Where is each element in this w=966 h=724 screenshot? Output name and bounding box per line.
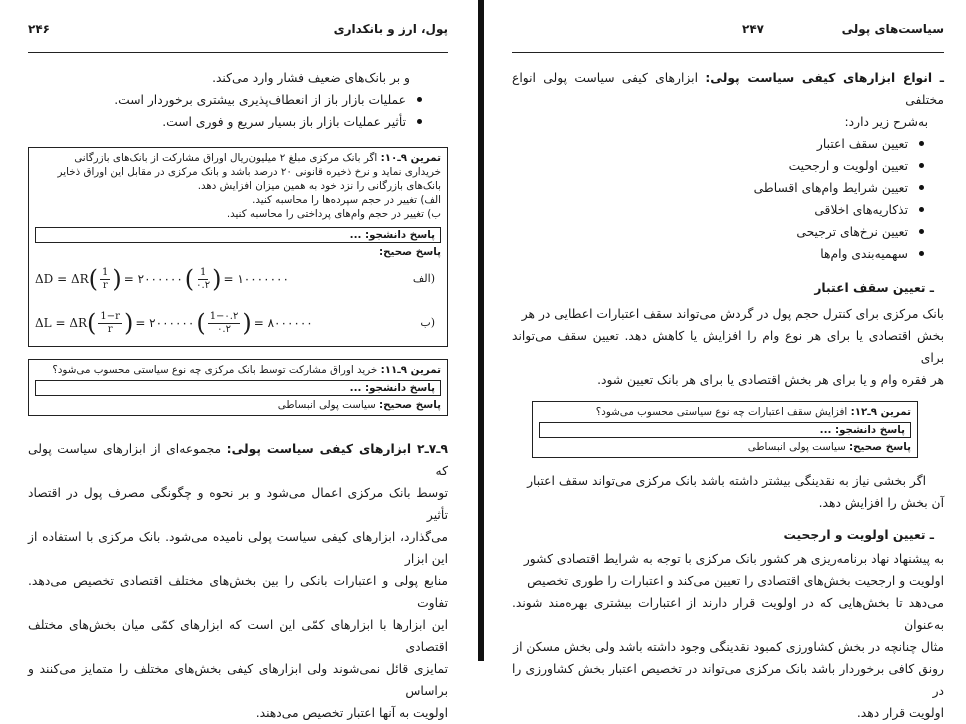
section-9-7-2-line: اولویت به آنها اعتبار تخصیص می‌دهند. <box>255 706 448 720</box>
formula-b-mid: = ۲۰۰۰۰۰۰ <box>135 316 195 330</box>
formula-a-frac2: $\frac{1}{۰.۲}$ <box>196 266 211 291</box>
left-page <box>0 0 478 720</box>
formula-a: ΔD = ΔR ( $\frac{1}{r}$ ) = ۲۰۰۰۰۰۰ ( $\frac{1}{۰.۲}$ ) = ۱۰۰۰۰۰۰۰ (الف <box>35 259 441 299</box>
exercise-12-question: تمرین ۹ـ۱۲: افزایش سقف اعتبارات چه نوع سیاستی محسوب می‌شود؟ <box>595 406 911 418</box>
formula-b-lhs: ΔL = ΔR <box>35 316 88 330</box>
exercise-10-part-a: الف) تغییر در حجم سپرده‌ها را محاسبه کنید. <box>252 194 441 206</box>
right-page-number: ۲۴۷ <box>742 22 764 36</box>
exercise-12-box <box>532 401 918 458</box>
student-answer-field[interactable]: پاسخ دانشجو: ... <box>35 227 441 243</box>
after-exercise-line: آن بخش را افزایش دهد. <box>818 496 944 510</box>
right-page <box>484 0 966 720</box>
left-bullet-item: تأثیر عملیات بازار باز بسیار سریع و فوری است. <box>28 111 408 133</box>
types-intro-line: ـ انواع ابزارهای کیفی سیاست پولی: ابزارهای کیفی سیاست پولی انواع مختلفی <box>512 71 944 107</box>
section-9-7-2-line: می‌گذارد، ابزارهای کیفی سیاست پولی نامیده می‌شود. بانک مرکزی با استفاده از این ابزار <box>28 530 448 566</box>
formula-a-label: (الف <box>412 272 435 285</box>
after-exercise-line: اگر بخشی نیاز به نقدینگی بیشتر داشته باشد بانک مرکزی می‌تواند سقف اعتبار <box>527 474 926 488</box>
tool-item: تعیین سقف اعتبار <box>512 133 910 155</box>
left-intro-line: و بر بانک‌های ضعیف فشار وارد می‌کند. <box>212 71 410 85</box>
types-heading: ـ انواع ابزارهای کیفی سیاست پولی: <box>705 71 944 85</box>
exercise-10-box <box>28 147 448 347</box>
section-9-7-2-line: تمایزی قائل نمی‌شوند ولی ابزارهای کیفی بخش‌های مختلف را متمایز می‌کنند و براساس <box>28 662 448 698</box>
section-9-7-2-line: توسط بانک مرکزی اعمال می‌شود و بر نحوه و چگونگی مصرف پول در اقتصاد تأثیر <box>28 486 448 522</box>
priority-line: رونق کافی برخوردار باشد بانک مرکزی می‌تواند در تخصیص اعتبار بخش کشاورزی را در <box>512 662 944 698</box>
correct-answer-label: پاسخ صحیح: <box>379 246 441 258</box>
formula-a-result: = ۱۰۰۰۰۰۰۰ <box>223 272 289 286</box>
tool-item: تذکاریه‌های اخلاقی <box>512 199 910 221</box>
right-header-title: سیاست‌های پولی <box>841 22 944 36</box>
left-bullet-item: عملیات بازار باز از انعطاف‌پذیری بیشتری برخوردار است. <box>28 89 408 111</box>
credit-ceiling-line: هر فقره وام و یا برای هر بخش اقتصادی یا برای هر بانک تعیین شود. <box>597 373 944 387</box>
exercise-12-correct: پاسخ صحیح: سیاست پولی انبساطی <box>747 441 911 453</box>
formula-a-lhs: ΔD = ΔR <box>35 272 89 286</box>
credit-ceiling-line: بخش اقتصادی یا برای هر نوع وام را افزایش یا کاهش دهد. تعیین سقف می‌تواند برای <box>512 329 944 365</box>
left-header-title: پول، ارز و بانکداری <box>333 22 448 36</box>
formula-a-frac1: $\frac{1}{r}$ <box>102 266 109 291</box>
section-9-7-2-line: ۹ـ۷ـ۲ ابزارهای کیفی سیاست پولی: مجموعه‌ای از ابزارهای سیاست پولی که <box>28 442 448 478</box>
tool-item: سهمیه‌بندی وام‌ها <box>512 243 910 265</box>
formula-b: ΔL = ΔR ( $\frac{1-r}{r}$ ) = ۲۰۰۰۰۰۰ ( $\frac{1-۰.۲}{۰.۲}$ ) = ۸۰۰۰۰۰۰ (ب <box>35 303 441 343</box>
exercise-11-correct: پاسخ صحیح: سیاست پولی انبساطی <box>277 399 441 411</box>
exercise-11-title: تمرین ۹ـ۱۱: <box>380 364 441 376</box>
tool-item: تعیین اولویت و ارجحیت <box>512 155 910 177</box>
priority-line: مثال چنانچه در بخش کشاورزی کمبود نقدینگی وجود داشته باشد ولی بخش مسکن از <box>513 640 944 654</box>
credit-ceiling-heading: ـ تعیین سقف اعتبار <box>814 281 934 295</box>
types-intro-line-2: به‌شرح زیر دارد: <box>844 115 928 129</box>
exercise-10-line: تمرین ۹ـ۱۰: اگر بانک مرکزی مبلغ ۲ میلیون‌ریال اوراق مشارکت از بانک‌های بازرگانی <box>74 152 441 164</box>
section-9-7-2-line: این ابزارها با ابزارهای کمّی این است که ابزارهای کمّی میان بخش‌های مختلف اقتصادی <box>28 618 448 654</box>
qualitative-tools-list <box>512 133 944 265</box>
formula-b-result: = ۸۰۰۰۰۰۰ <box>253 316 313 330</box>
student-answer-field[interactable]: پاسخ دانشجو: ... <box>35 380 441 396</box>
left-page-number: ۲۴۶ <box>28 22 50 36</box>
exercise-11-box <box>28 359 448 416</box>
tool-item: تعیین شرایط وام‌های اقساطی <box>512 177 910 199</box>
exercise-10-title: تمرین ۹ـ۱۰: <box>380 152 441 164</box>
right-page-header <box>512 22 944 53</box>
priority-line: اولویت قرار دهد. <box>856 706 944 720</box>
left-bullet-list <box>28 89 448 133</box>
priority-line: اولویت و ارجحیت بخش‌های اقتصادی را تعیین می‌کند و اعتبارات را طوری تخصیص <box>527 574 944 588</box>
formula-b-label: (ب <box>420 316 435 329</box>
tool-item: تعیین نرخ‌های ترجیحی <box>512 221 910 243</box>
priority-line: به پیشنهاد نهاد برنامه‌ریزی هر کشور بانک مرکزی با توجه به شرایط اقتصادی کشور <box>523 552 944 566</box>
exercise-11-question: تمرین ۹ـ۱۱: خرید اوراق مشارکت توسط بانک مرکزی چه نوع سیاستی محسوب می‌شود؟ <box>52 364 441 376</box>
student-answer-field[interactable]: پاسخ دانشجو: ... <box>539 422 911 438</box>
exercise-10-line: خریداری نماید و نرخ ذخیره قانونی ۲۰ درصد باشد و بانک مرکزی در مقابل این اوراق ذخایر <box>57 166 441 178</box>
exercise-10-part-b: ب) تغییر در حجم وام‌های پرداختی را محاسبه کنید. <box>226 208 441 220</box>
priority-line: می‌دهد تا بخش‌هایی که در اولویت قرار دارند از اعتبارات بیشتری بهره‌مند شوند. به‌عنوان <box>512 596 944 632</box>
exercise-10-line: بانک‌های بازرگانی را نزد خود به همین میزان افزایش دهد. <box>197 180 441 192</box>
section-9-7-2-title: ۹ـ۷ـ۲ ابزارهای کیفی سیاست پولی: <box>226 442 448 456</box>
formula-b-frac2: $\frac{1-۰.۲}{۰.۲}$ <box>209 310 239 335</box>
formula-a-mid: = ۲۰۰۰۰۰۰ <box>123 272 183 286</box>
section-9-7-2-line: منابع پولی و اعتبارات بانکی را بین بخش‌های مختلف اقتصادی تخصیص می‌دهد. تفاوت <box>28 574 448 610</box>
exercise-12-title: تمرین ۹ـ۱۲: <box>850 406 911 418</box>
formula-b-frac1: $\frac{1-r}{r}$ <box>100 310 120 335</box>
left-page-header <box>28 22 448 53</box>
credit-ceiling-line: بانک مرکزی برای کنترل حجم پول در گردش می‌تواند سقف اعتبارات اعطایی در هر <box>521 307 944 321</box>
priority-heading: ـ تعیین اولویت و ارجحیت <box>783 528 934 542</box>
